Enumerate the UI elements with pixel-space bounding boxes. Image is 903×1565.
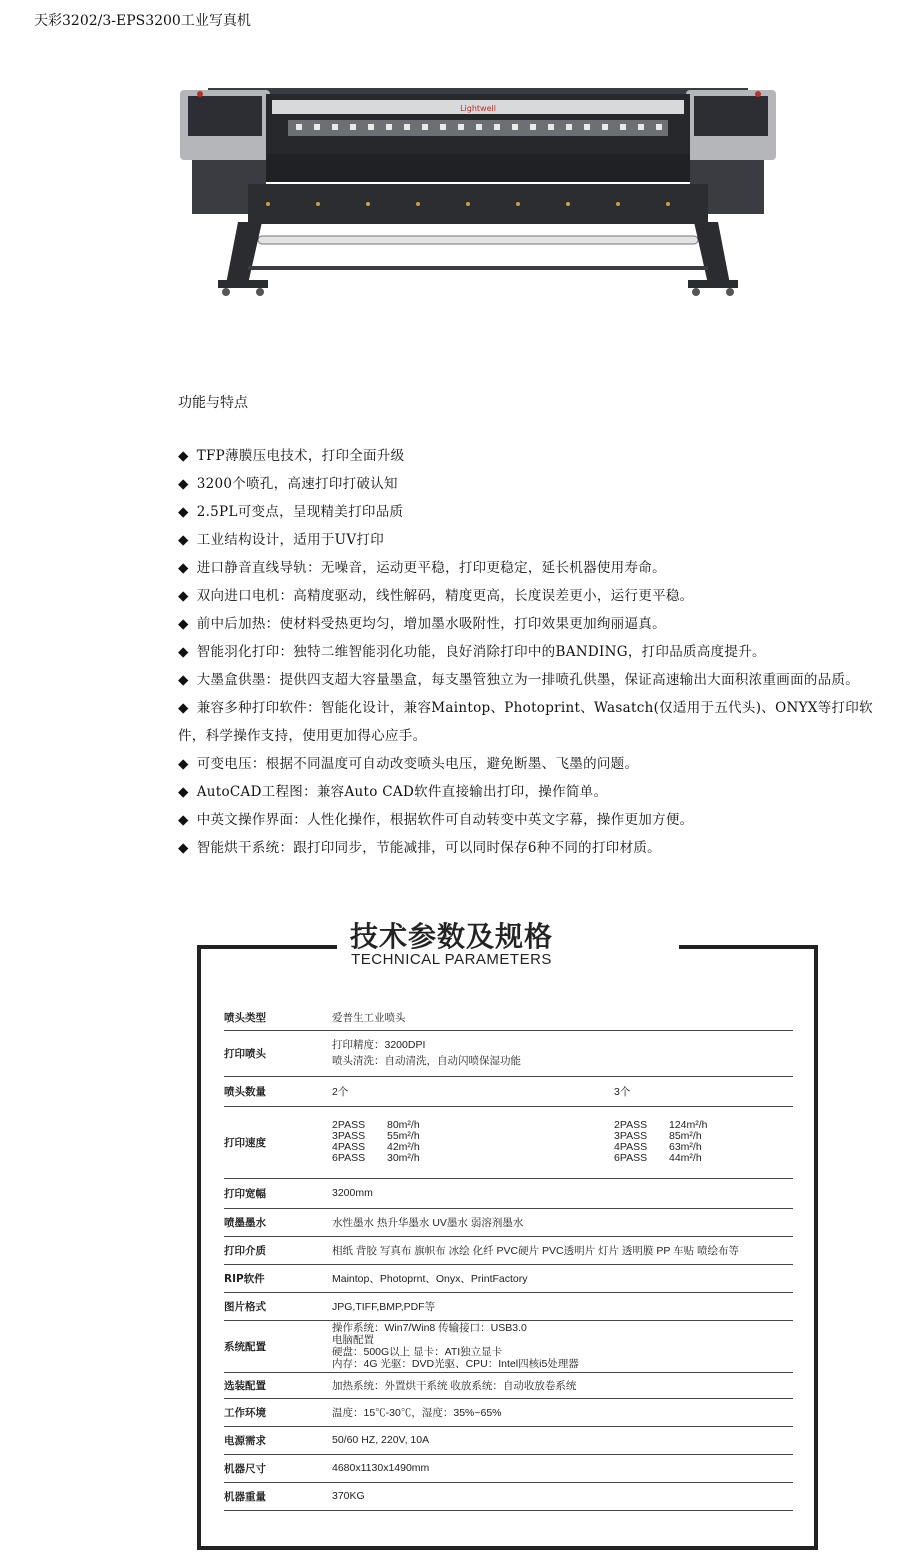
diamond-bullet-icon: ◆ [178, 644, 189, 660]
table-row: 机器重量 370KG [224, 1482, 793, 1510]
table-row: 喷头类型 爱普生工业喷头 [224, 1006, 793, 1030]
feature-item: ◆ 智能烘干系统：跟打印同步，节能减排，可以同时保存6种不同的打印材质。 [178, 840, 661, 856]
table-row: 打印喷头 打印精度：3200DPI 喷头清洗：自动清洗，自动闪喷保湿功能 [224, 1030, 793, 1076]
diamond-bullet-icon: ◆ [178, 784, 189, 800]
table-row: 打印宽幅 3200mm [224, 1178, 793, 1208]
feature-item: ◆ 2.5PL可变点，呈现精美打印品质 [178, 504, 404, 520]
diamond-bullet-icon: ◆ [178, 588, 189, 604]
feature-item: ◆ TFP薄膜压电技术，打印全面升级 [178, 448, 405, 464]
feature-item: ◆ 双向进口电机：高精度驱动，线性解码，精度更高，长度误差更小，运行更平稳。 [178, 588, 694, 604]
section-title: 功能与特点 [178, 395, 248, 411]
diamond-bullet-icon: ◆ [178, 840, 189, 856]
table-row: 电源需求 50/60 HZ, 220V, 10A [224, 1426, 793, 1454]
feature-item: ◆ 工业结构设计，适用于UV打印 [178, 532, 385, 548]
feature-item: ◆ 智能羽化打印：独特二维智能羽化功能，良好消除打印中的BANDING，打印品质高度提升。 [178, 644, 766, 660]
feature-item: ◆ 兼容多种打印软件：智能化设计，兼容Maintop、Photoprint、Wasatch(仅适用于五代头)、ONYX等打印软件，科学操作支持，使用更加得心应手。 [178, 700, 873, 744]
page-title: 天彩3202/3-EPS3200工业写真机 [34, 13, 251, 29]
diamond-bullet-icon: ◆ [178, 812, 189, 828]
diamond-bullet-icon: ◆ [178, 504, 189, 520]
table-row: 选装配置 加热系统：外置烘干系统 收放系统：自动收放卷系统 [224, 1372, 793, 1398]
diamond-bullet-icon: ◆ [178, 448, 189, 464]
feature-item: ◆ 可变电压：根据不同温度可自动改变喷头电压，避免断墨、飞墨的问题。 [178, 756, 639, 772]
table-row: 喷墨墨水 水性墨水 热升华墨水 UV墨水 弱溶剂墨水 [224, 1208, 793, 1236]
diamond-bullet-icon: ◆ [178, 700, 189, 716]
diamond-bullet-icon: ◆ [178, 532, 189, 548]
diamond-bullet-icon: ◆ [178, 560, 189, 576]
svg-text:Lightwell: Lightwell [460, 104, 496, 113]
diamond-bullet-icon: ◆ [178, 476, 189, 492]
table-row: 图片格式 JPG,TIFF,BMP,PDF等 [224, 1292, 793, 1320]
diamond-bullet-icon: ◆ [178, 756, 189, 772]
spec-table [224, 1006, 793, 1511]
spec-heading [0, 915, 903, 968]
feature-item: ◆ AutoCAD工程图：兼容Auto CAD软件直接输出打印，操作简单。 [178, 784, 608, 800]
printer-machine-image [178, 84, 778, 302]
table-row: 打印介质 相纸 背胶 写真布 旗帜布 冰绘 化纤 PVC硬片 PVC透明片 灯片 透明膜 PP 车贴 喷绘布等 [224, 1236, 793, 1264]
diamond-bullet-icon: ◆ [178, 672, 189, 688]
table-row: 系统配置 操作系统：Win7/Win8 传输接口：USB3.0 电脑配置 硬盘：500G以上 显卡：ATI独立显卡 内存：4G 光驱：DVD光驱、CPU：Intel四核i5处理器 [224, 1320, 793, 1372]
feature-item: ◆ 中英文操作界面：人性化操作，根据软件可自动转变中英文字幕，操作更加方便。 [178, 812, 694, 828]
table-row: 打印速度 2PASS 80m²/h 3PASS 55m²/h 4PASS 42m²/h 6PASS 30m²/h 2PASS 124m²/h 3PASS 85m²/h 4PASS 63m²/h 6PASS 44m²/h [224, 1106, 793, 1178]
table-row: RIP软件 Maintop、Photoprnt、Onyx、PrintFactory [224, 1264, 793, 1292]
spec-heading-zh: 技术参数及规格 [349, 920, 553, 953]
feature-item: ◆ 进口静音直线导轨：无噪音，运动更平稳，打印更稳定，延长机器使用寿命。 [178, 560, 666, 576]
feature-item: ◆ 前中后加热：使材料受热更均匀，增加墨水吸附性，打印效果更加绚丽逼真。 [178, 616, 666, 632]
spec-heading-en: TECHNICAL PARAMETERS [351, 951, 552, 968]
table-row: 喷头数量 2个 3个 [224, 1076, 793, 1106]
feature-item: ◆ 3200个喷孔，高速打印打破认知 [178, 476, 398, 492]
feature-item: ◆ 大墨盒供墨：提供四支超大容量墨盒，每支墨管独立为一排喷孔供墨，保证高速输出大面积浓重画面的品质。 [178, 672, 860, 688]
diamond-bullet-icon: ◆ [178, 616, 189, 632]
table-row: 机器尺寸 4680x1130x1490mm [224, 1454, 793, 1482]
table-row: 工作环境 温度：15℃-30℃，湿度：35%~65% [224, 1398, 793, 1426]
feature-list [178, 442, 878, 862]
